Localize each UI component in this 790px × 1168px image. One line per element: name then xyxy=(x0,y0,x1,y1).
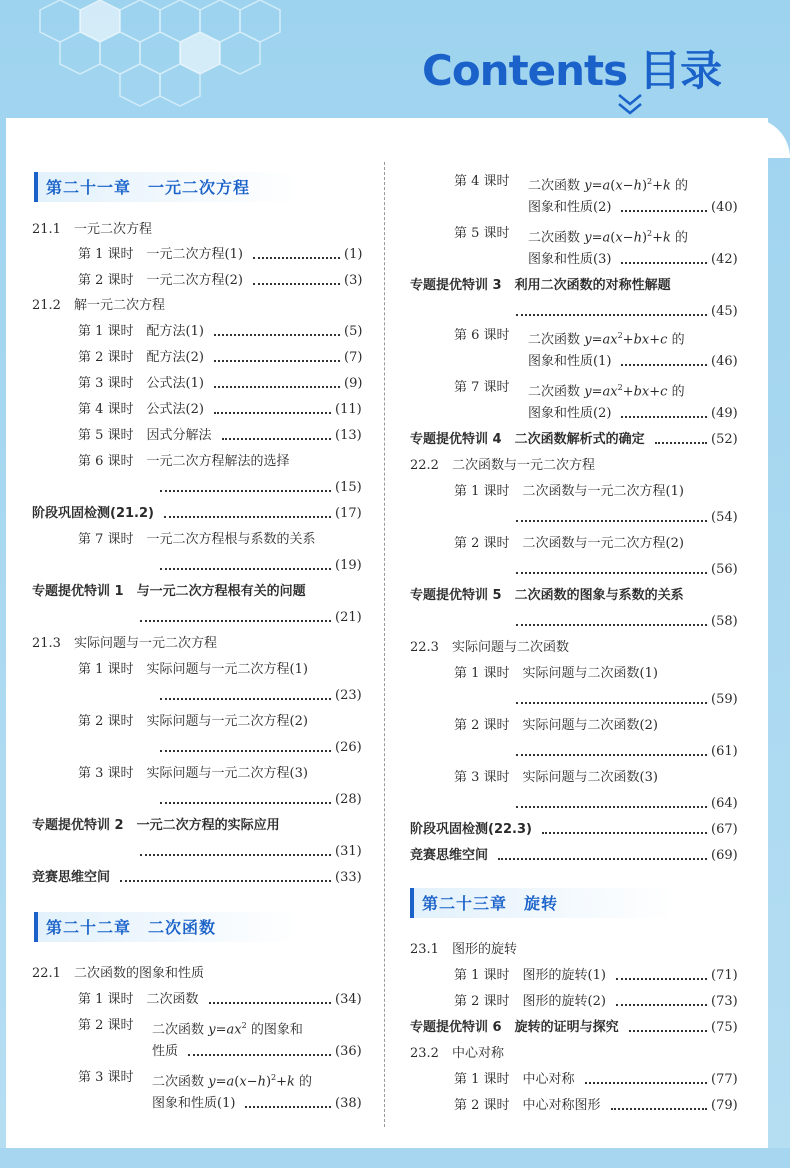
toc-entry-formula[interactable]: 二次函数 $y=a(x-h)^2+k$ 的 xyxy=(528,177,689,194)
toc-page-number[interactable]: (19) xyxy=(335,558,362,573)
toc-page-number[interactable]: (33) xyxy=(335,870,362,885)
toc-page-number[interactable]: (79) xyxy=(711,1098,738,1113)
toc-dot-leader xyxy=(516,690,707,710)
toc-entry-label[interactable]: 第 1 课时 实际问题与二次函数(1) xyxy=(454,666,658,681)
toc-entry-label[interactable]: 第 1 课时 二次函数与一元二次方程(1) xyxy=(454,484,684,499)
toc-entry-label[interactable]: 第 1 课时 二次函数 xyxy=(78,992,199,1007)
toc-dot-leader xyxy=(214,374,340,394)
toc-entry-label[interactable]: 专题提优特训 6 旋转的证明与探究 xyxy=(410,1020,619,1035)
toc-page-number[interactable]: (71) xyxy=(711,968,738,983)
toc-entry-label[interactable]: 第 2 课时 xyxy=(78,1018,134,1033)
toc-entry-label[interactable]: 第 3 课时 实际问题与二次函数(3) xyxy=(454,770,658,785)
toc-page-number[interactable]: (61) xyxy=(711,744,738,759)
toc-entry-formula[interactable]: 二次函数 $y=ax^2$ 的图象和 xyxy=(152,1021,303,1038)
toc-entry-formula[interactable]: 二次函数 $y=a(x-h)^2+k$ 的 xyxy=(152,1073,313,1090)
toc-dot-leader xyxy=(621,198,707,218)
toc-page-number[interactable]: (23) xyxy=(335,688,362,703)
toc-entry-label[interactable]: 竞赛思维空间 xyxy=(410,848,489,863)
toc-dot-leader xyxy=(188,1042,331,1062)
toc-entry-label[interactable]: 第 3 课时 实际问题与一元二次方程(3) xyxy=(78,766,308,781)
toc-entry-label[interactable]: 阶段巩固检测(21.2) xyxy=(32,506,154,521)
bottom-strip xyxy=(0,1148,790,1168)
toc-dot-leader xyxy=(245,1094,331,1114)
toc-dot-leader xyxy=(140,842,331,862)
toc-dot-leader xyxy=(516,560,707,580)
toc-page-number[interactable]: (28) xyxy=(335,792,362,807)
double-chevron-down-icon xyxy=(616,92,644,118)
chapter-title: 第二十一章 一元二次方程 xyxy=(46,178,251,197)
toc-page-number[interactable]: (9) xyxy=(344,376,363,391)
toc-dot-leader xyxy=(516,612,707,632)
toc-page-number[interactable]: (45) xyxy=(711,304,738,319)
toc-dot-leader xyxy=(160,790,331,810)
toc-dot-leader xyxy=(120,868,331,888)
toc-dot-leader xyxy=(164,504,331,524)
toc-entry-label[interactable]: 第 4 课时 公式法(2) xyxy=(78,402,204,417)
toc-page-number[interactable]: (69) xyxy=(711,848,738,863)
toc-entry-label[interactable]: 第 3 课时 公式法(1) xyxy=(78,376,204,391)
toc-dot-leader xyxy=(655,430,707,450)
toc-entry-label[interactable]: 第 6 课时 xyxy=(454,328,510,343)
toc-entry-label[interactable]: 第 2 课时 配方法(2) xyxy=(78,350,204,365)
toc-dot-leader xyxy=(160,738,331,758)
toc-dot-leader xyxy=(214,322,340,342)
toc-dot-leader xyxy=(621,352,707,372)
toc-entry-label[interactable]: 21.1 一元二次方程 xyxy=(32,222,152,237)
toc-dot-leader xyxy=(616,966,707,986)
toc-page-number[interactable]: (38) xyxy=(335,1096,362,1111)
toc-page-number[interactable]: (64) xyxy=(711,796,738,811)
toc-dot-leader xyxy=(516,302,707,322)
toc-entry-label[interactable]: 性质 xyxy=(152,1044,179,1059)
toc-entry-label[interactable]: 专题提优特训 1 与一元二次方程根有关的问题 xyxy=(32,584,306,599)
chapter-heading[interactable] xyxy=(410,886,740,920)
toc-dot-leader xyxy=(160,686,331,706)
toc-page-number[interactable]: (56) xyxy=(711,562,738,577)
toc-page-number[interactable]: (54) xyxy=(711,510,738,525)
toc-entry-label[interactable]: 第 2 课时 图形的旋转(2) xyxy=(454,994,606,1009)
toc-entry-label[interactable]: 第 3 课时 xyxy=(78,1070,134,1085)
toc-entry-label[interactable]: 图象和性质(2) xyxy=(528,406,612,421)
toc-dot-leader xyxy=(253,271,340,291)
toc-dot-leader xyxy=(616,992,707,1012)
toc-entry-label[interactable]: 专题提优特训 3 利用二次函数的对称性解题 xyxy=(410,278,671,293)
toc-dot-leader xyxy=(585,1070,707,1090)
toc-entry-label[interactable]: 专题提优特训 2 一元二次方程的实际应用 xyxy=(32,818,280,833)
column-divider xyxy=(384,162,385,1127)
toc-page-number[interactable]: (58) xyxy=(711,614,738,629)
toc-entry-label[interactable]: 阶段巩固检测(22.3) xyxy=(410,822,532,837)
toc-entry-label[interactable]: 第 2 课时 二次函数与一元二次方程(2) xyxy=(454,536,684,551)
toc-entry-label[interactable]: 第 1 课时 配方法(1) xyxy=(78,324,204,339)
chapter-heading[interactable] xyxy=(34,910,364,944)
toc-page-number[interactable]: (36) xyxy=(335,1044,362,1059)
toc-entry-label[interactable]: 图象和性质(1) xyxy=(152,1096,236,1111)
toc-entry-label[interactable]: 专题提优特训 4 二次函数解析式的确定 xyxy=(410,432,645,447)
toc-entry-label[interactable]: 第 5 课时 因式分解法 xyxy=(78,428,212,443)
toc-dot-leader xyxy=(160,556,331,576)
toc-entry-formula[interactable]: 二次函数 $y=ax^2+bx+c$ 的 xyxy=(528,383,685,400)
toc-entry-label[interactable]: 第 2 课时 一元二次方程(2) xyxy=(78,273,243,288)
toc-entry-label[interactable]: 第 1 课时 图形的旋转(1) xyxy=(454,968,606,983)
title-en: Contents xyxy=(422,46,628,95)
toc-entry-label[interactable]: 第 2 课时 实际问题与二次函数(2) xyxy=(454,718,658,733)
toc-dot-leader xyxy=(140,608,331,628)
toc-entry-label[interactable]: 22.3 实际问题与二次函数 xyxy=(410,640,569,655)
toc-entry-label[interactable]: 第 1 课时 一元二次方程(1) xyxy=(78,247,243,262)
toc-entry-label[interactable]: 图象和性质(2) xyxy=(528,200,612,215)
toc-page-number[interactable]: (34) xyxy=(335,992,362,1007)
toc-entry-formula[interactable]: 二次函数 $y=a(x-h)^2+k$ 的 xyxy=(528,229,689,246)
toc-entry-label[interactable]: 22.1 二次函数的图象和性质 xyxy=(32,966,204,981)
toc-page-number[interactable]: (73) xyxy=(711,994,738,1009)
toc-page-number[interactable]: (42) xyxy=(711,252,738,267)
toc-entry-label[interactable]: 第 2 课时 实际问题与一元二次方程(2) xyxy=(78,714,308,729)
toc-dot-leader xyxy=(621,250,707,270)
toc-entry-label[interactable]: 专题提优特训 5 二次函数的图象与系数的关系 xyxy=(410,588,684,603)
toc-entry-label[interactable]: 第 5 课时 xyxy=(454,226,510,241)
toc-entry-label[interactable]: 21.2 解一元二次方程 xyxy=(32,298,165,313)
toc-entry-label[interactable]: 22.2 二次函数与一元二次方程 xyxy=(410,458,595,473)
toc-page-number[interactable]: (3) xyxy=(344,273,363,288)
toc-entry-label[interactable]: 第 7 课时 xyxy=(454,380,510,395)
toc-dot-leader xyxy=(214,400,331,420)
toc-page-number[interactable]: (46) xyxy=(711,354,738,369)
toc-page-number[interactable]: (67) xyxy=(711,822,738,837)
title-cn: 目录 xyxy=(639,46,722,95)
page-title xyxy=(422,38,721,98)
toc-page-number[interactable]: (75) xyxy=(711,1020,738,1035)
toc-dot-leader xyxy=(611,1096,707,1116)
toc-entry-label[interactable]: 23.1 图形的旋转 xyxy=(410,942,517,957)
toc-page-number[interactable]: (15) xyxy=(335,480,362,495)
chapter-title: 第二十二章 二次函数 xyxy=(46,918,217,937)
toc-dot-leader xyxy=(498,846,707,866)
toc-dot-leader xyxy=(160,478,331,498)
chapter-heading[interactable] xyxy=(34,170,364,204)
toc-entry-label[interactable]: 第 1 课时 中心对称 xyxy=(454,1072,575,1087)
toc-entry-label[interactable]: 第 1 课时 实际问题与一元二次方程(1) xyxy=(78,662,308,677)
chapter-title: 第二十三章 旋转 xyxy=(422,894,559,913)
toc-entry-label[interactable]: 竞赛思维空间 xyxy=(32,870,111,885)
hexagon-pattern-decoration xyxy=(0,0,360,120)
toc-dot-leader xyxy=(629,1018,707,1038)
toc-page-number[interactable]: (49) xyxy=(711,406,738,421)
toc-page-number[interactable]: (26) xyxy=(335,740,362,755)
toc-dot-leader xyxy=(222,426,331,446)
toc-dot-leader xyxy=(209,990,331,1010)
toc-dot-leader xyxy=(214,348,340,368)
toc-page-number[interactable]: (7) xyxy=(344,350,363,365)
toc-page-number[interactable]: (31) xyxy=(335,844,362,859)
toc-dot-leader xyxy=(516,508,707,528)
toc-page-number[interactable]: (40) xyxy=(711,200,738,215)
toc-entry-label[interactable]: 图象和性质(3) xyxy=(528,252,612,267)
toc-entry-label[interactable]: 第 2 课时 中心对称图形 xyxy=(454,1098,601,1113)
toc-entry-label[interactable]: 第 6 课时 一元二次方程解法的选择 xyxy=(78,454,290,469)
toc-entry-label[interactable]: 23.2 中心对称 xyxy=(410,1046,504,1061)
toc-dot-leader xyxy=(542,820,707,840)
toc-entry-label[interactable]: 第 7 课时 一元二次方程根与系数的关系 xyxy=(78,532,316,547)
toc-page-number[interactable]: (17) xyxy=(335,506,362,521)
toc-page-number[interactable]: (21) xyxy=(335,610,362,625)
toc-page-number[interactable]: (5) xyxy=(344,324,363,339)
toc-dot-leader xyxy=(621,404,707,424)
toc-dot-leader xyxy=(253,245,340,265)
toc-dot-leader xyxy=(516,794,707,814)
toc-entry-label[interactable]: 图象和性质(1) xyxy=(528,354,612,369)
toc-page-number[interactable]: (59) xyxy=(711,692,738,707)
toc-dot-leader xyxy=(516,742,707,762)
toc-entry-label[interactable]: 第 4 课时 xyxy=(454,174,510,189)
toc-page-number[interactable]: (11) xyxy=(335,402,362,417)
toc-entry-label[interactable]: 21.3 实际问题与一元二次方程 xyxy=(32,636,217,651)
toc-entry-formula[interactable]: 二次函数 $y=ax^2+bx+c$ 的 xyxy=(528,331,685,348)
toc-page-number[interactable]: (52) xyxy=(711,432,738,447)
toc-page-number[interactable]: (1) xyxy=(344,247,363,262)
toc-page-number[interactable]: (13) xyxy=(335,428,362,443)
toc-page-number[interactable]: (77) xyxy=(711,1072,738,1087)
